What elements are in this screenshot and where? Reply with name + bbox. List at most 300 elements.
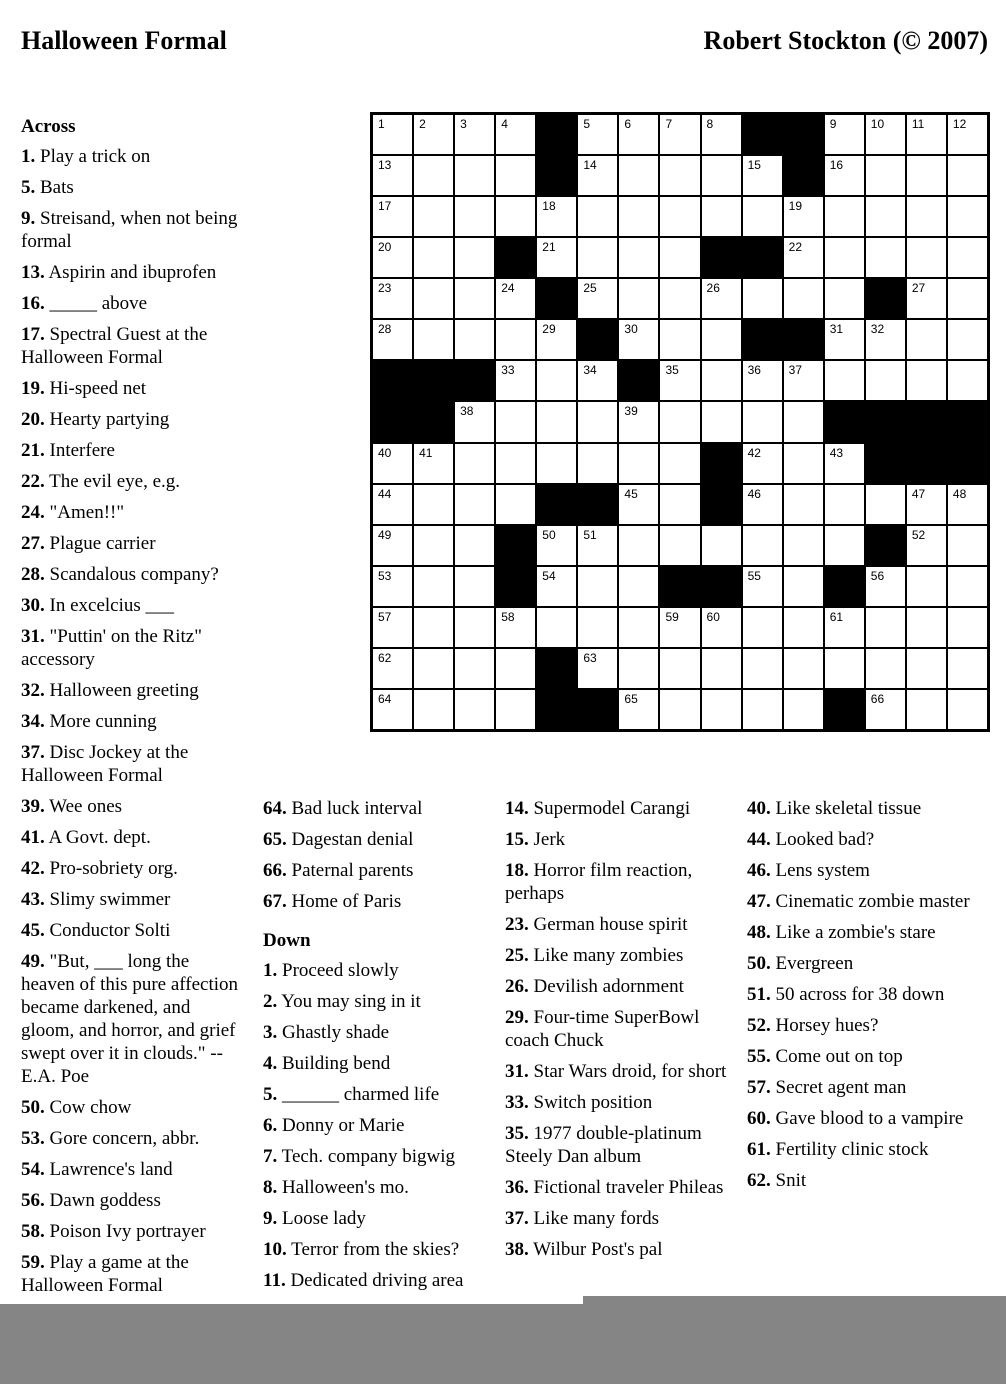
- clue-number: 1.: [263, 960, 278, 981]
- black-square: [373, 402, 412, 441]
- grid-square: [702, 361, 741, 400]
- grid-square: [537, 402, 576, 441]
- clue-text: Donny or Marie: [282, 1115, 405, 1136]
- black-square: [702, 238, 741, 277]
- clue-number: 37.: [21, 742, 45, 763]
- grid-square: [619, 279, 658, 318]
- grid-square: [743, 608, 782, 647]
- black-square: [496, 238, 535, 277]
- grid-square: [619, 526, 658, 565]
- grid-square: [414, 690, 453, 729]
- clue-text: Horror film reaction, perhaps: [505, 860, 693, 904]
- square-number: 6: [624, 117, 632, 131]
- square-number: 15: [747, 158, 761, 173]
- square-number: 55: [747, 568, 761, 583]
- clue-item: [505, 1060, 737, 1083]
- square-number: 21: [542, 240, 556, 255]
- clue-number: 55.: [747, 1046, 771, 1067]
- clue-item: [747, 921, 987, 944]
- grid-square: [743, 361, 782, 400]
- clue-number: 45.: [21, 920, 45, 941]
- grid-square: [455, 649, 494, 688]
- square-number: 28: [378, 322, 392, 337]
- grid-square: [578, 649, 617, 688]
- square-number: 47: [911, 486, 926, 501]
- black-square: [660, 567, 699, 606]
- grid-square: [660, 320, 699, 359]
- grid-square: [702, 320, 741, 359]
- clue-item: [21, 594, 243, 617]
- grid-square: [743, 402, 782, 441]
- clue-number: 40.: [747, 798, 771, 819]
- grid-square: [825, 279, 864, 318]
- clue-item: [21, 795, 243, 818]
- grid-square: [784, 279, 823, 318]
- grid-square: [907, 156, 946, 195]
- square-number: 2: [419, 117, 426, 131]
- clue-text: Play a trick on: [40, 146, 151, 167]
- clue-text: "But, ___ long the heaven of this pure affection became darkened, and gloom, and horror, and grief swept over it in clouds." -- E.A. Poe: [21, 951, 239, 1087]
- grid-square: [619, 156, 658, 195]
- black-square: [743, 115, 782, 154]
- grid-square: [784, 402, 823, 441]
- grid-square: [948, 156, 987, 195]
- square-number: 59: [665, 609, 679, 624]
- clue-number: 31.: [21, 626, 45, 647]
- clue-item: [263, 859, 495, 882]
- grid-square: [948, 320, 987, 359]
- grid-square: [496, 361, 535, 400]
- clue-item: [747, 797, 987, 820]
- clue-item: [505, 828, 737, 851]
- clue-text: Aspirin and ibuprofen: [48, 262, 217, 283]
- grid-square: [455, 238, 494, 277]
- square-number: 7: [665, 117, 673, 131]
- black-square: [907, 402, 946, 441]
- grid-square: [619, 402, 658, 441]
- clue-item: [263, 1021, 495, 1044]
- square-number: 3: [460, 117, 467, 131]
- square-number: 66: [870, 691, 885, 706]
- grid-square: [496, 444, 535, 483]
- grid-square: [455, 115, 494, 154]
- clue-item: [747, 983, 987, 1006]
- clue-item: [21, 1189, 243, 1212]
- grid-square: [866, 197, 905, 236]
- grid-square: [414, 526, 453, 565]
- clue-text: Bad luck interval: [291, 798, 423, 819]
- grid-square: [948, 690, 987, 729]
- grid-square: [414, 320, 453, 359]
- grid-square: [414, 444, 453, 483]
- grid-square: [373, 649, 412, 688]
- clue-text: Disc Jockey at the Halloween Formal: [21, 742, 189, 786]
- grid-square: [784, 608, 823, 647]
- grid-square: [496, 485, 535, 524]
- grid-square: [743, 444, 782, 483]
- grid-square: [578, 361, 617, 400]
- grid-square: [660, 608, 699, 647]
- grid-square: [866, 690, 905, 729]
- clue-item: [21, 470, 243, 493]
- grid-square: [825, 320, 864, 359]
- clue-text: Fertility clinic stock: [775, 1139, 929, 1160]
- clue-number: 22.: [21, 471, 45, 492]
- grid-square: [907, 361, 946, 400]
- clue-item: [21, 741, 243, 787]
- square-number: 23: [378, 281, 392, 296]
- viewer-bottom-bar: [0, 1304, 1006, 1384]
- grid-square: [537, 567, 576, 606]
- grid-square: [414, 156, 453, 195]
- square-number: 42: [747, 445, 761, 460]
- clue-number: 57.: [747, 1077, 771, 1098]
- clue-number: 67.: [263, 891, 287, 912]
- clue-item: [747, 828, 987, 851]
- clue-item: [263, 1083, 495, 1106]
- clue-number: 50.: [21, 1097, 45, 1118]
- square-number: 38: [460, 404, 474, 419]
- black-square: [825, 567, 864, 606]
- clue-number: 66.: [263, 860, 287, 881]
- black-square: [948, 444, 987, 483]
- clue-number: 31.: [505, 1061, 529, 1082]
- grid-square: [537, 197, 576, 236]
- grid-square: [373, 526, 412, 565]
- black-square: [825, 402, 864, 441]
- clue-text: Bats: [40, 177, 74, 198]
- clue-number: 50.: [747, 953, 771, 974]
- grid-square: [496, 279, 535, 318]
- black-square: [414, 402, 453, 441]
- clue-text: Hi-speed net: [49, 378, 147, 399]
- clue-number: 37.: [505, 1208, 529, 1229]
- square-number: 25: [583, 281, 597, 296]
- clue-text: Secret agent man: [775, 1077, 907, 1098]
- clue-text: Dawn goddess: [49, 1190, 161, 1211]
- grid-square: [784, 197, 823, 236]
- grid-square: [455, 444, 494, 483]
- grid-square: [373, 197, 412, 236]
- grid-square: [455, 690, 494, 729]
- grid-square: [784, 649, 823, 688]
- clue-number: 46.: [747, 860, 771, 881]
- square-number: 43: [829, 445, 844, 460]
- clue-number: 24.: [21, 502, 45, 523]
- grid-square: [866, 567, 905, 606]
- grid-square: [948, 115, 987, 154]
- grid-square: [743, 197, 782, 236]
- clue-text: Gore concern, abbr.: [49, 1128, 200, 1149]
- grid-square: [373, 238, 412, 277]
- clue-number: 30.: [21, 595, 45, 616]
- grid-square: [619, 197, 658, 236]
- grid-square: [907, 115, 946, 154]
- grid-square: [743, 156, 782, 195]
- grid-square: [702, 608, 741, 647]
- clue-item: [21, 377, 243, 400]
- square-number: 36: [747, 363, 761, 378]
- square-number: 48: [952, 486, 967, 501]
- grid-square: [455, 485, 494, 524]
- clue-item: [21, 145, 243, 168]
- clue-item: [747, 859, 987, 882]
- grid-square: [660, 238, 699, 277]
- grid-square: [660, 526, 699, 565]
- grid-square: [373, 485, 412, 524]
- clue-item: [747, 952, 987, 975]
- clue-number: 52.: [747, 1015, 771, 1036]
- clue-item: [21, 501, 243, 524]
- square-number: 19: [788, 199, 803, 214]
- clue-text: Looked bad?: [775, 829, 875, 850]
- black-square: [414, 361, 453, 400]
- black-square: [537, 115, 576, 154]
- clue-text: _____ above: [49, 293, 148, 314]
- clue-item: [21, 1096, 243, 1119]
- black-square: [866, 526, 905, 565]
- grid-square: [948, 485, 987, 524]
- grid-square: [496, 197, 535, 236]
- clue-text: Halloween greeting: [49, 680, 199, 701]
- black-square: [702, 485, 741, 524]
- clue-item: [263, 1145, 495, 1168]
- square-number: 32: [870, 322, 885, 337]
- square-number: 63: [583, 650, 597, 665]
- square-number: 4: [501, 117, 508, 131]
- black-square: [373, 361, 412, 400]
- grid-square: [702, 649, 741, 688]
- clue-number: 60.: [747, 1108, 771, 1129]
- grid-square: [743, 279, 782, 318]
- clue-number: 5.: [263, 1084, 278, 1105]
- grid-square: [455, 156, 494, 195]
- grid-square: [743, 526, 782, 565]
- grid-square: [784, 485, 823, 524]
- clue-text: Scandalous company?: [49, 564, 219, 585]
- grid-square: [537, 361, 576, 400]
- grid-square: [743, 649, 782, 688]
- clue-item: [505, 1238, 737, 1261]
- square-number: 8: [706, 117, 714, 131]
- black-square: [578, 690, 617, 729]
- grid-square: [784, 444, 823, 483]
- grid-square: [866, 361, 905, 400]
- clue-number: 25.: [505, 945, 529, 966]
- grid-square: [619, 238, 658, 277]
- grid-square: [660, 444, 699, 483]
- grid-square: [537, 320, 576, 359]
- clue-number: 17.: [21, 324, 45, 345]
- clue-text: "Amen!!": [49, 502, 125, 523]
- clue-text: Fictional traveler Phileas: [533, 1177, 724, 1198]
- clue-item: [505, 975, 737, 998]
- clue-item: [21, 532, 243, 555]
- clue-text: Slimy swimmer: [49, 889, 171, 910]
- grid-square: [455, 320, 494, 359]
- clue-item: [505, 1091, 737, 1114]
- clue-number: 27.: [21, 533, 45, 554]
- square-number: 13: [378, 158, 392, 173]
- grid-square: [619, 115, 658, 154]
- clue-text: Lawrence's land: [49, 1159, 173, 1180]
- grid-square: [907, 197, 946, 236]
- clue-text: Paternal parents: [291, 860, 414, 881]
- clue-section-heading: Down: [263, 930, 311, 951]
- grid-square: [743, 485, 782, 524]
- square-number: 33: [501, 363, 515, 378]
- grid-square: [496, 115, 535, 154]
- grid-square: [619, 649, 658, 688]
- grid-square: [948, 649, 987, 688]
- grid-square: [660, 690, 699, 729]
- grid-square: [414, 197, 453, 236]
- grid-square: [496, 156, 535, 195]
- clue-item: [747, 1138, 987, 1161]
- black-square: [866, 279, 905, 318]
- clue-text: Tech. company bigwig: [281, 1146, 455, 1167]
- square-number: 64: [378, 691, 392, 706]
- clue-number: 6.: [263, 1115, 278, 1136]
- clue-text: Devilish adornment: [533, 976, 684, 997]
- grid-square: [578, 608, 617, 647]
- square-number: 34: [583, 363, 597, 378]
- black-square: [496, 567, 535, 606]
- square-number: 62: [378, 650, 392, 665]
- clue-number: 39.: [21, 796, 45, 817]
- square-number: 61: [829, 609, 844, 624]
- grid-square: [825, 608, 864, 647]
- clue-text: In excelcius ___: [49, 595, 175, 616]
- grid-square: [619, 444, 658, 483]
- clue-text: Evergreen: [775, 953, 854, 974]
- puzzle-author: Robert Stockton (© 2007): [703, 26, 988, 55]
- grid-square: [660, 197, 699, 236]
- clue-text: Plague carrier: [49, 533, 156, 554]
- clue-item: [263, 1238, 495, 1261]
- grid-square: [578, 567, 617, 606]
- square-number: 54: [542, 568, 556, 583]
- grid-square: [825, 115, 864, 154]
- clue-item: [505, 1006, 737, 1052]
- grid-square: [784, 238, 823, 277]
- clue-number: 33.: [505, 1092, 529, 1113]
- black-square: [907, 444, 946, 483]
- clue-number: 19.: [21, 378, 45, 399]
- grid-square: [414, 238, 453, 277]
- grid-square: [948, 279, 987, 318]
- grid-square: [537, 444, 576, 483]
- grid-square: [907, 279, 946, 318]
- black-square: [743, 320, 782, 359]
- clue-number: 48.: [747, 922, 771, 943]
- clue-number: 47.: [747, 891, 771, 912]
- clue-column-3: [505, 797, 737, 1297]
- grid-square: [907, 320, 946, 359]
- clue-number: 36.: [505, 1177, 529, 1198]
- clue-number: 62.: [747, 1170, 771, 1191]
- clue-item: [263, 828, 495, 851]
- grid-square: [948, 608, 987, 647]
- grid-square: [373, 156, 412, 195]
- clue-column-1: [21, 117, 243, 1304]
- square-number: 46: [747, 486, 761, 501]
- grid-square: [660, 361, 699, 400]
- clue-number: 61.: [747, 1139, 771, 1160]
- clue-text: Wee ones: [49, 796, 123, 817]
- clue-number: 21.: [21, 440, 45, 461]
- grid-square: [578, 156, 617, 195]
- square-number: 52: [911, 527, 926, 542]
- square-number: 5: [583, 117, 591, 131]
- grid-square: [373, 444, 412, 483]
- square-number: 27: [911, 281, 926, 296]
- crossword-grid: [370, 112, 990, 732]
- clue-item: [21, 1251, 243, 1297]
- clue-item: [263, 990, 495, 1013]
- clue-number: 26.: [505, 976, 529, 997]
- clue-item: [505, 944, 737, 967]
- square-number: 22: [788, 240, 803, 255]
- clue-item: [505, 859, 737, 905]
- grid-square: [866, 238, 905, 277]
- grid-square: [784, 567, 823, 606]
- clue-item: [263, 959, 495, 982]
- grid-square: [578, 238, 617, 277]
- clue-text: Supermodel Carangi: [533, 798, 691, 819]
- square-number: 29: [542, 322, 556, 337]
- clue-number: 4.: [263, 1053, 278, 1074]
- grid-square: [702, 526, 741, 565]
- grid-square: [414, 649, 453, 688]
- clue-number: 42.: [21, 858, 45, 879]
- grid-square: [948, 567, 987, 606]
- clue-item: [505, 797, 737, 820]
- grid-square: [455, 402, 494, 441]
- grid-square: [702, 402, 741, 441]
- square-number: 37: [788, 363, 803, 378]
- clue-text: Gave blood to a vampire: [775, 1108, 964, 1129]
- grid-square: [578, 115, 617, 154]
- clue-item: [747, 1014, 987, 1037]
- grid-square: [373, 115, 412, 154]
- grid-square: [619, 690, 658, 729]
- clue-number: 15.: [505, 829, 529, 850]
- grid-square: [660, 279, 699, 318]
- black-square: [743, 238, 782, 277]
- clue-text: Lens system: [775, 860, 870, 881]
- grid-square: [825, 485, 864, 524]
- clue-item: [21, 950, 243, 1088]
- clue-item: [21, 1127, 243, 1150]
- clue-text: German house spirit: [533, 914, 688, 935]
- black-square: [537, 156, 576, 195]
- clue-item: [21, 1158, 243, 1181]
- grid-square: [948, 197, 987, 236]
- clue-number: 32.: [21, 680, 45, 701]
- clue-text: Snit: [775, 1170, 807, 1191]
- clue-number: 2.: [263, 991, 278, 1012]
- clue-item: [21, 261, 243, 284]
- clue-section-heading: Across: [21, 117, 76, 137]
- clue-text: Proceed slowly: [282, 960, 399, 981]
- grid-square: [660, 156, 699, 195]
- clue-number: 23.: [505, 914, 529, 935]
- clue-text: Wilbur Post's pal: [533, 1239, 663, 1260]
- clue-item: [21, 888, 243, 911]
- clue-number: 34.: [21, 711, 45, 732]
- clue-number: 20.: [21, 409, 45, 430]
